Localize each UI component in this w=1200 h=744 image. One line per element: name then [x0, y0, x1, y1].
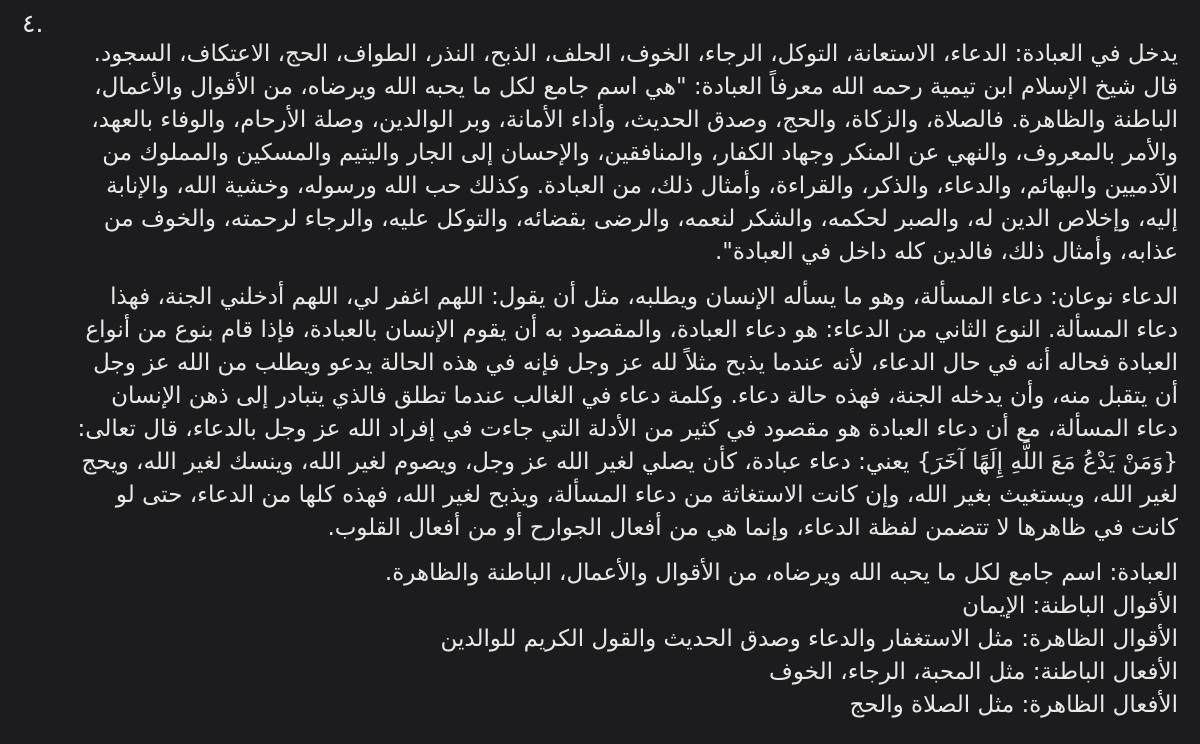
- text-line: الباطنة والظاهرة. فالصلاة، والزكاة، والحج، وصدق الحديث، وأداء الأمانة، وبر الوالدين، وصلة الأرحام، والوفاء بالعهد،: [91, 107, 1178, 133]
- paragraph-summary: [22, 557, 1178, 722]
- text-line: دعاء المسألة. النوع الثاني من الدعاء: هو دعاء العبادة، والمقصود به أن يقوم الإنسان بالعبادة، فإذا قام بنوع من أنواع: [85, 317, 1178, 343]
- text-line: يدخل في العبادة: الدعاء، الاستعانة، التوكل، الرجاء، الخوف، الحلف، الذبح، النذر، الطواف، الحج، الاعتكاف، السجود.: [93, 41, 1178, 67]
- text-line: العبادة فحاله أنه في حال الدعاء، لأنه عندما يذبح مثلاً لله عز وجل فإنه في هذه الحالة يدعو ويطلب من الله عز وجل: [93, 350, 1178, 376]
- text-line: الأفعال الظاهرة: مثل الصلاة والحج: [849, 692, 1178, 718]
- text-line: أن يتقبل منه، وأن يدخله الجنة، فهذه حالة دعاء. وكلمة دعاء في الغالب عندما تطلق فالذي يتبادر إلى ذهن الإنسان: [111, 383, 1178, 409]
- text-line: عذابه، وأمثال ذلك، فالدين كله داخل في العبادة".: [715, 239, 1178, 265]
- paragraph-spacer: [22, 545, 1178, 557]
- text-line: إليه، وإخلاص الدين له، والصبر لحكمه، والشكر لنعمه، والرضى بقضائه، والتوكل عليه، والرجاء لرحمته، والخوف من: [103, 206, 1178, 232]
- text-line: الدعاء نوعان: دعاء المسألة، وهو ما يسأله الإنسان ويطلبه، مثل أن يقول: اللهم اغفر لي، اللهم أدخلني الجنة، فهذا: [110, 284, 1178, 310]
- text-line: والأمر بالمعروف، والنهي عن المنكر وجهاد الكفار، والمنافقين، والإحسان إلى الجار واليتيم والمسكين والمملوك من: [102, 140, 1178, 166]
- document-body: [22, 38, 1178, 722]
- text-line: الأفعال الباطنة: مثل المحبة، الرجاء، الخوف: [769, 659, 1178, 685]
- text-line: الآدميين والبهائم، والدعاء، والذكر، والقراءة، وأمثال ذلك، من العبادة. وكذلك حب الله ورسوله، وخشية الله، والإنابة: [106, 173, 1178, 199]
- text-line: العبادة: اسم جامع لكل ما يحبه الله ويرضاه، من الأقوال والأعمال، الباطنة والظاهرة.: [384, 560, 1178, 586]
- paragraph-types-of-dua: [22, 281, 1178, 545]
- page-number: ٤.: [22, 9, 44, 38]
- text-line: دعاء المسألة، مع أن دعاء العبادة هو مقصود في كثير من الأدلة التي جاءت في إفراد الله عز وجل بالدعاء، قال تعالى:: [77, 416, 1178, 442]
- paragraph-worship-definition: [22, 38, 1178, 269]
- paragraph-spacer: [22, 269, 1178, 281]
- text-line: الأقوال الباطنة: الإيمان: [962, 593, 1178, 619]
- text-line: كانت في ظاهرها لا تتضمن لفظة الدعاء، وإنما هي من أفعال الجوارح أو من أفعال القلوب.: [327, 515, 1178, 541]
- text-line: قال شيخ الإسلام ابن تيمية رحمه الله معرفاً العبادة: "هي اسم جامع لكل ما يحبه الله ويرضاه، من الأقوال والأعمال،: [94, 74, 1178, 100]
- text-line: الأقوال الظاهرة: مثل الاستغفار والدعاء وصدق الحديث والقول الكريم للوالدين: [440, 626, 1178, 652]
- text-line: لغير الله، ويستغيث بغير الله، وإن كانت الاستغاثة من دعاء المسألة، ويذبح لغير الله، فهذه كلها من الدعاء، حتى لو: [115, 482, 1178, 508]
- quran-verse-line: {وَمَنْ يَدْعُ مَعَ اللَّهِ إِلَهًا آخَرَ} يعني: دعاء عبادة، كأن يصلي لغير الله عز وجل، ويصوم لغير الله، وينسك لغير الله، ويحج: [81, 449, 1178, 475]
